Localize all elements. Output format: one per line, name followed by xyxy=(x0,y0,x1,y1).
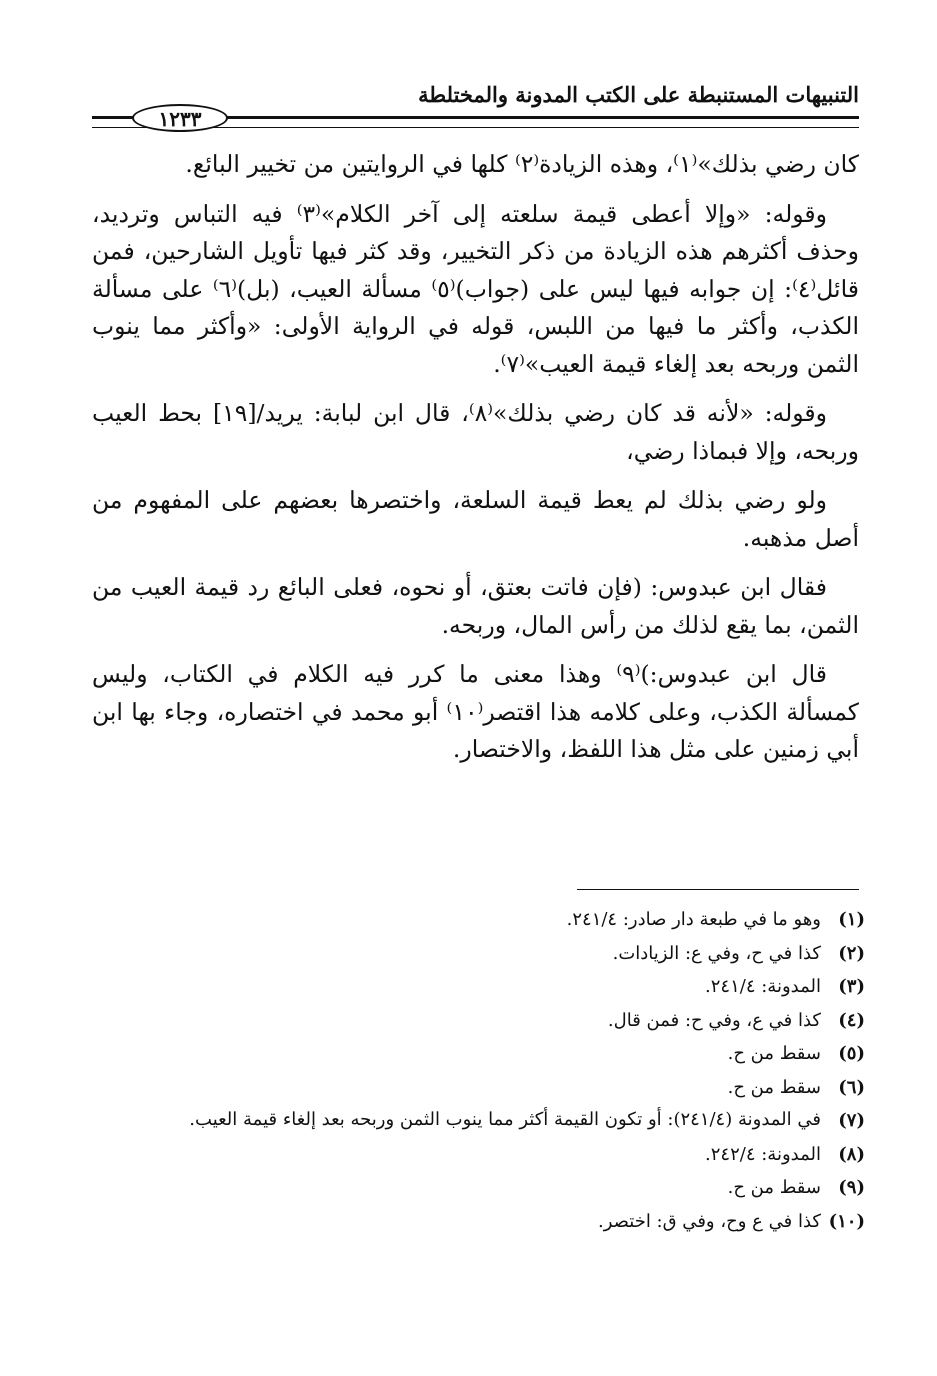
footnote-separator xyxy=(577,889,859,890)
paragraph: وقوله: «لأنه قد كان رضي بذلك»⁽٨⁾، قال ابن لبابة: يريد/[١٩] بحط العيب وربحه، وإلا فبماذا رضي، xyxy=(92,399,859,465)
paragraph: وقوله: «وإلا أعطى قيمة سلعته إلى آخر الكلام»⁽٣⁾ فيه التباس وترديد، وحذف أكثرهم هذه الزيادة من ذكر التخيير، وقد كثر فيها تأويل الشارحين، فمن قائل⁽٤⁾: إن جوابه فيها ليس على (جواب)⁽٥⁾ مسألة العيب، (بل)⁽٦⁾ على مسألة الكذب، وأكثر ما فيها من اللبس، قوله في الرواية الأولى: «وأكثر مما ينوب الثمن وربحه بعد إلغاء قيمة العيب»⁽٧⁾. xyxy=(92,199,859,378)
footnote-number: (٦) xyxy=(838,1076,865,1098)
paragraph-continuation: كان رضي بذلك»⁽١⁾، وهذه الزيادة⁽٢⁾ كلها في الروايتين من تخيير البائع. xyxy=(185,150,859,178)
footnote xyxy=(92,1205,865,1239)
footnote xyxy=(92,1138,865,1172)
footnote-text: المدونة: ٢٤٢/٤. xyxy=(705,1143,821,1165)
paragraph: فقال ابن عبدوس: (فإن فاتت بعتق، أو نحوه، فعلى البائع رد قيمة العيب من الثمن، بما يقع لذلك من رأس المال، وربحه. xyxy=(92,573,859,639)
footnote-text: سقط من ح. xyxy=(727,1076,821,1098)
footnote-number: (٧) xyxy=(838,1110,865,1131)
footnote-number: (٤) xyxy=(838,1009,865,1031)
footnote xyxy=(92,1171,865,1205)
paragraph: ولو رضي بذلك لم يعط قيمة السلعة، واختصرها بعضهم على المفهوم من أصل مذهبه. xyxy=(92,486,859,552)
footnote xyxy=(92,1104,865,1138)
footnote-number: (٨) xyxy=(838,1143,865,1165)
footnote-text: كذا في ع وح، وفي ق: اختصر. xyxy=(598,1210,821,1232)
running-header xyxy=(92,80,859,131)
header-title: التنبيهات المستنبطة على الكتب المدونة والمختلطة xyxy=(418,82,859,107)
footnotes xyxy=(92,903,865,1238)
footnote xyxy=(92,1037,865,1071)
footnote-text: المدونة: ٢٤١/٤. xyxy=(705,976,821,997)
page-number: ١٢٣٣ xyxy=(132,104,228,132)
paragraph: قال ابن عبدوس:)⁽٩⁾ وهذا معنى ما كرر فيه الكلام في الكتاب، وليس كمسألة الكذب، وعلى كلامه هذا اقتصر⁽١٠⁾ أبو محمد في اختصاره، وجاء بها ابن أبي زمنين على مثل هذا اللفظ، والاختصار. xyxy=(92,660,859,763)
footnote-text: سقط من ح. xyxy=(727,1043,821,1064)
footnote xyxy=(92,1071,865,1105)
footnote xyxy=(92,1004,865,1038)
footnote-text: وهو ما في طبعة دار صادر: ٢٤١/٤. xyxy=(566,909,821,930)
footnote xyxy=(92,903,865,937)
footnote-text: في المدونة (٢٤١/٤): أو تكون القيمة أكثر مما ينوب الثمن وربحه بعد إلغاء قيمة العيب. xyxy=(189,1109,821,1130)
footnote-number: (١٠) xyxy=(828,1210,865,1232)
footnote-text: كذا في ع، وفي ح: فمن قال. xyxy=(607,1009,821,1031)
footnote-number: (٢) xyxy=(838,942,865,964)
main-text xyxy=(92,146,859,781)
footnote-number: (٥) xyxy=(838,1043,865,1064)
footnote-text: سقط من ح. xyxy=(727,1177,821,1198)
footnote-text: كذا في ح، وفي ع: الزيادات. xyxy=(612,942,821,964)
footnote-number: (١) xyxy=(838,909,865,930)
footnote xyxy=(92,937,865,971)
footnote-number: (٩) xyxy=(838,1177,865,1198)
footnote xyxy=(92,970,865,1004)
footnote-number: (٣) xyxy=(838,976,865,997)
